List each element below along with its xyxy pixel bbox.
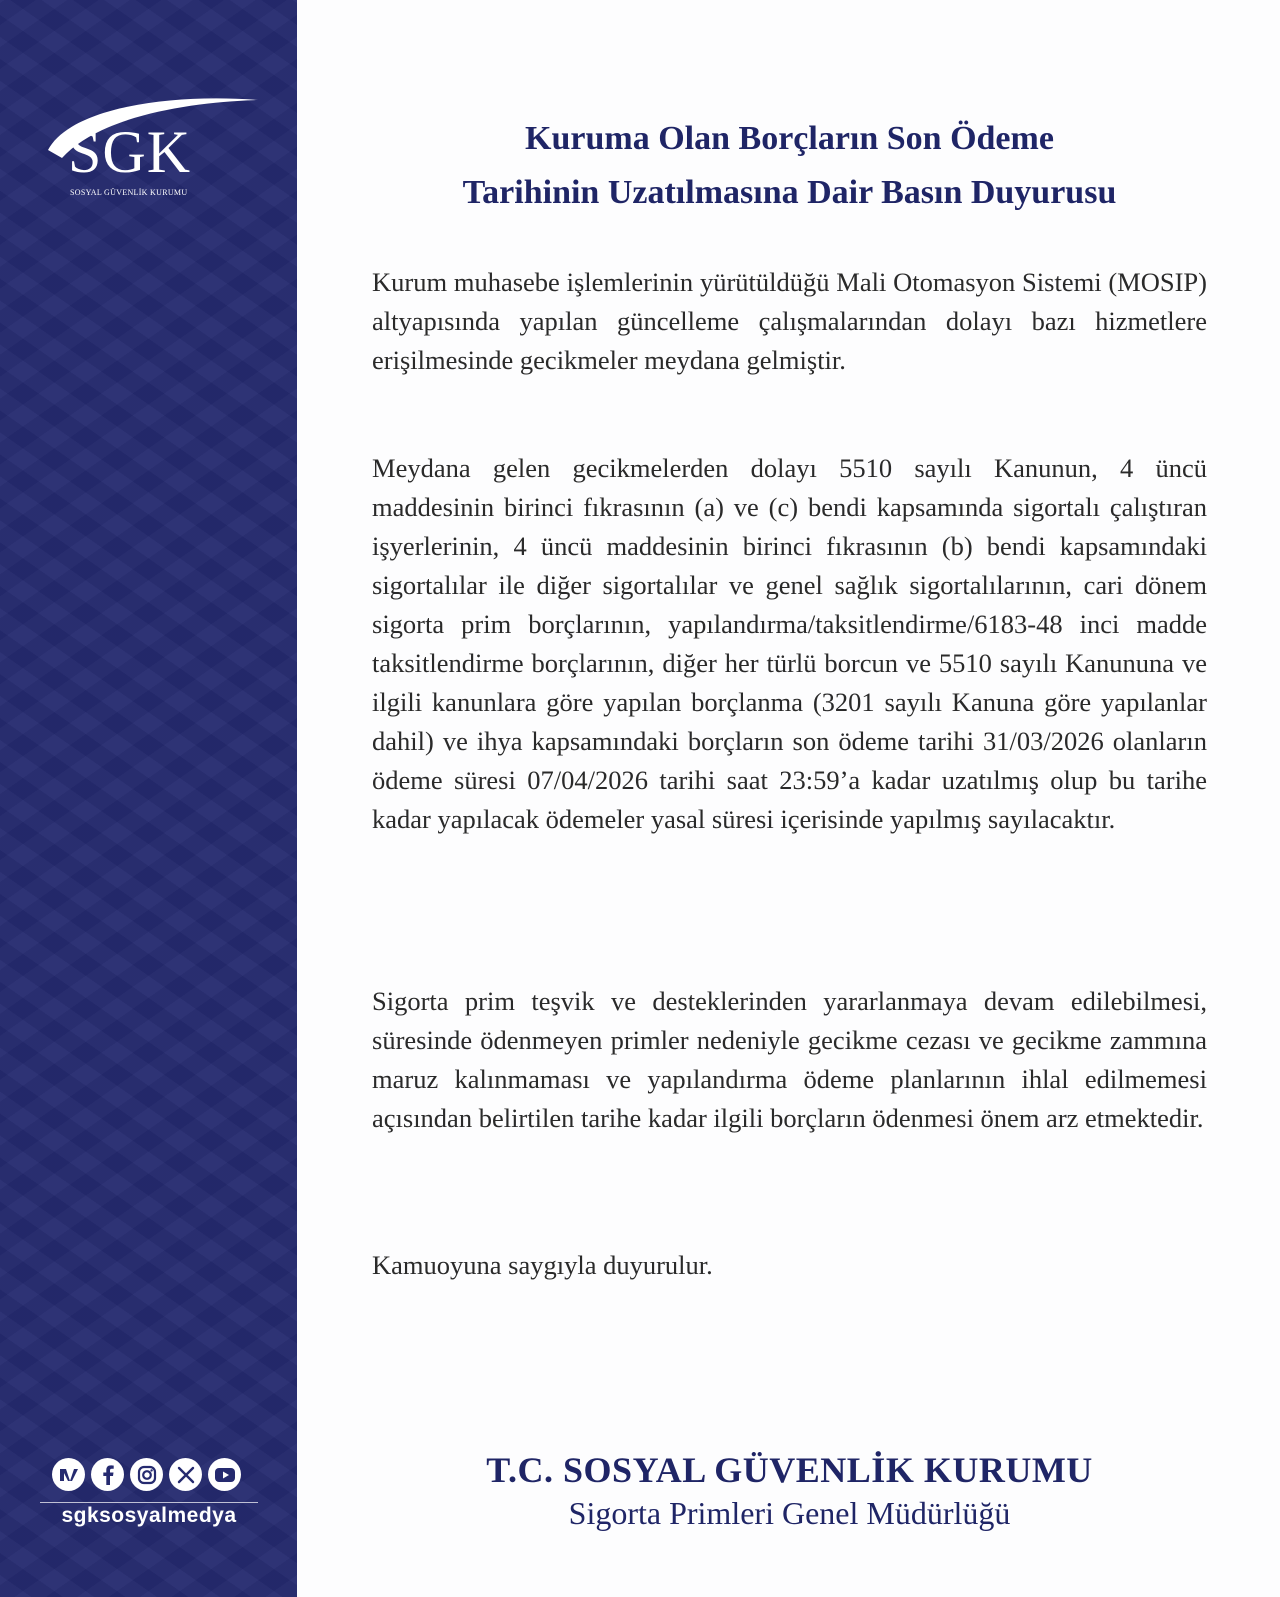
footer-department: Sigorta Primleri Genel Müdürlüğü [568,1495,1011,1531]
title-line-2: Tarihinin Uzatılmasına Dair Basın Duyurusu [462,174,1117,211]
social-icons [52,1458,241,1491]
instagram-icon[interactable] [130,1458,163,1491]
nsosyal-icon[interactable] [52,1458,85,1491]
paragraph-2: Meydana gelen gecikmelerden dolayı 5510 sayılı Kanunun, 4 üncü maddesinin birinci fıkrasının (a) ve (c) bendi kapsamında sigortalı çalıştıran işyerlerinin, 4 üncü maddesinin birinci fıkrasının (b) bendi kapsamındaki sigortalılar ile diğer sigortalılar ve genel sağlık sigortalılarının, cari dönem sigorta prim borçlarının, yapılandırma/taksitlendirme/6183-48 inci madde taksitlendirme borçlarının, diğer her türlü borcun ve 5510 sayılı Kanununa ve ilgili kanunlara göre yapılan borçlanma (3201 sayılı Kanuna göre yapılanlar dahil) ve ihya kapsamındaki borçların son ödeme tarihi 31/03/2026 olanların ödeme süresi 07/04/2026 tarihi saat 23:59’a kadar uzatılmış olup bu tarihe kadar yapılacak ödemeler yasal süresi içerisinde yapılmış sayılacaktır. [372,453,1207,834]
facebook-icon[interactable] [91,1458,124,1491]
footer-organization: T.C. SOSYAL GÜVENLİK KURUMU [486,1450,1093,1490]
closing-line: Kamuoyuna saygıyla duyurulur. [372,1250,713,1280]
logo-letters: SGK [68,119,192,185]
page-title [372,112,1207,220]
paragraph-3: Sigorta prim teşvik ve desteklerinden yararlanmaya devam edilebilmesi, süresinde ödenmeyen primler nedeniyle gecikme cezası ve gecikme zammına maruz kalınmaması ve yapılandırma ödeme planlarının ihlal edilmemesi açısından belirtilen tarihe kadar ilgili borçların ödenmesi önem arz etmektedir. [372,986,1207,1133]
x-icon[interactable] [169,1458,202,1491]
footer-signature [372,1449,1207,1533]
youtube-icon[interactable] [208,1458,241,1491]
logo-subtitle: SOSYAL GÜVENLİK KURUMU [70,188,188,197]
sidebar [0,0,297,1597]
sgk-logo [40,88,270,208]
social-divider [40,1502,258,1503]
title-line-1: Kuruma Olan Borçların Son Ödeme [525,120,1054,157]
social-handle[interactable]: sgksosyalmedya [61,1504,237,1527]
paragraph-1: Kurum muhasebe işlemlerinin yürütüldüğü Mali Otomasyon Sistemi (MOSIP) altyapısında yapılan güncelleme çalışmalarından dolayı bazı hizmetlere erişilmesinde gecikmeler meydana gelmiştir. [372,267,1207,375]
